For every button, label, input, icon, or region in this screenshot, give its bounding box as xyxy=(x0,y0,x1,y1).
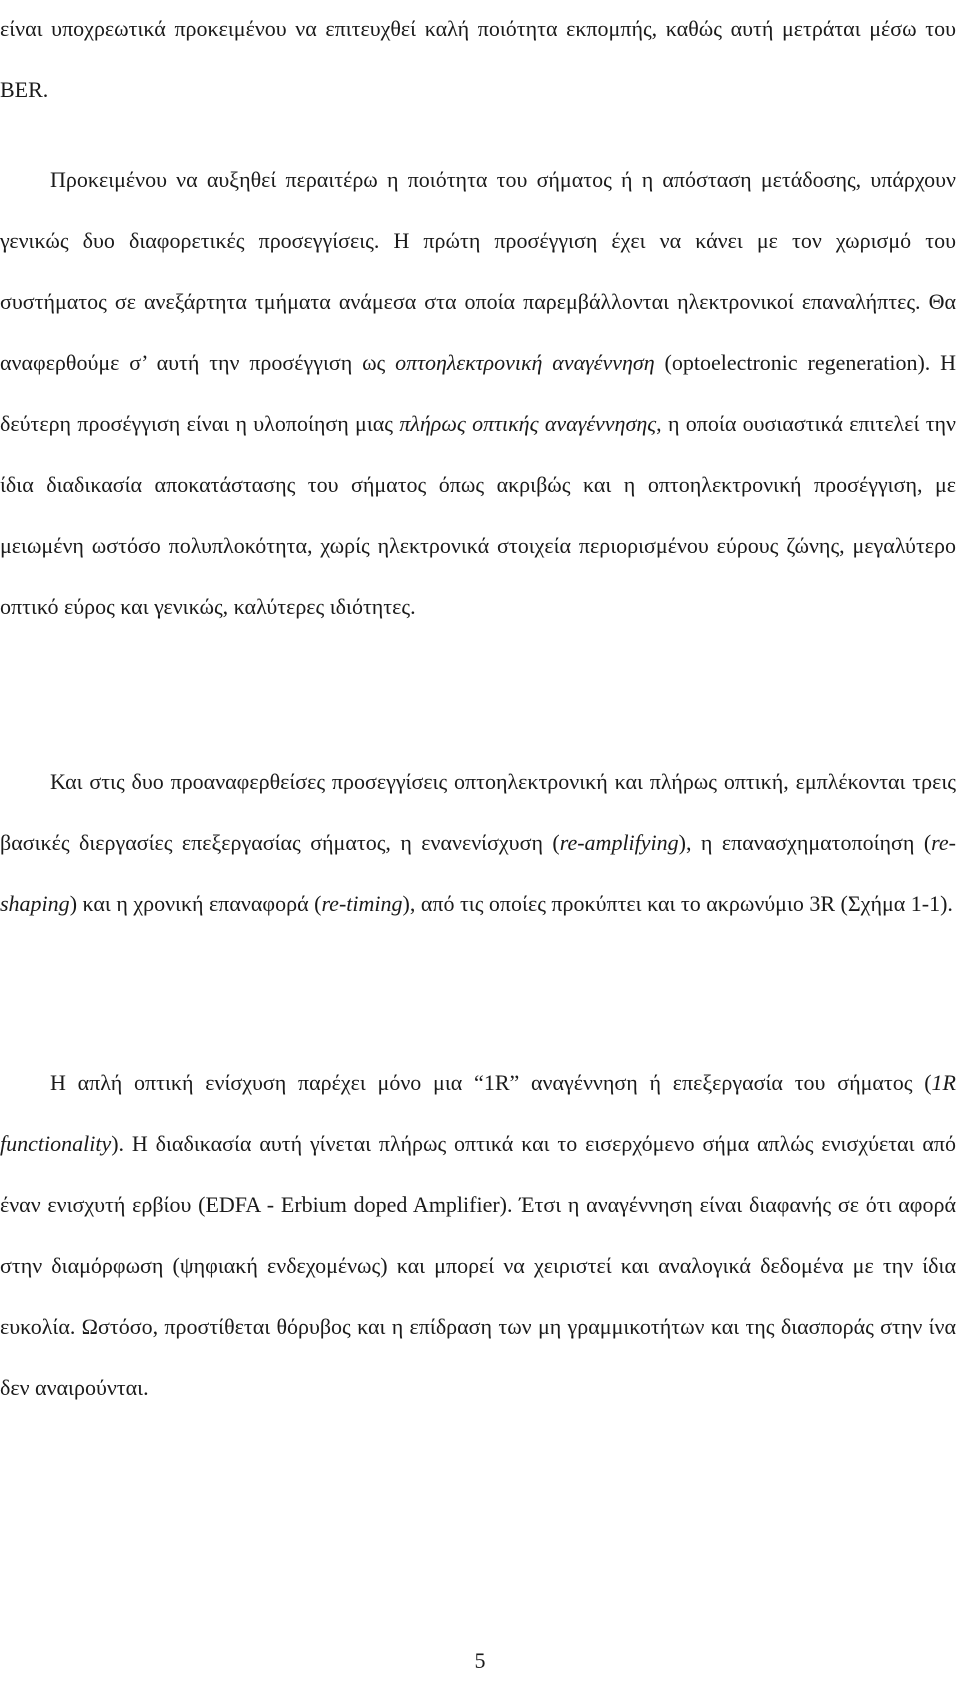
term-1r-functionality: 1R functionality xyxy=(0,1070,956,1156)
paragraph-1-text: είναι υποχρεωτικά προκειμένου να επιτευχθεί καλή ποιότητα εκπομπής, καθώς αυτή μετράται μέσω του BER. xyxy=(0,16,956,102)
paragraph-4-text-b: ). Η διαδικασία αυτή γίνεται πλήρως οπτικά και το εισερχόμενο σήμα απλώς ενισχύεται από έναν ενισχυτή ερβίου (EDFA - Erbium doped Amplifier). Έτσι η αναγέννηση είναι διαφανής σε ότι αφορά στην διαμόρφωση (ψηφιακή ενδεχομένως) και μπορεί να χειριστεί και αναλογικά δεδομένα με την ίδια ευκολία. Ωστόσο, προστίθεται θόρυβος και η επίδραση των μη γραμμικοτήτων και της διασποράς στην ίνα δεν αναιρούνται. xyxy=(0,1131,956,1400)
term-re-amplifying: re-amplifying xyxy=(559,830,679,855)
paragraph-3-text-d: ), από τις οποίες προκύπτει και το ακρωνύμιο 3R (Σχήμα 1-1). xyxy=(402,891,953,916)
paragraph-3-text-b: ), η επανασχηματοποίηση ( xyxy=(678,830,932,855)
paragraph-3r-processes xyxy=(0,751,956,934)
term-all-optical-regeneration: πλήρως οπτικής αναγέννησης xyxy=(399,411,657,436)
term-re-shaping: re-shaping xyxy=(0,830,956,916)
term-optoelectronic-regeneration: οπτοηλεκτρονική αναγέννηση xyxy=(395,350,655,375)
page-number: 5 xyxy=(474,1648,486,1673)
paragraph-1r-amplification xyxy=(0,1052,956,1418)
paragraph-4-text-a: Η απλή οπτική ενίσχυση παρέχει μόνο μια “1R” αναγέννηση ή επεξεργασία του σήματος ( xyxy=(50,1070,932,1095)
paragraph-3-text-c: ) και η χρονική επαναφορά ( xyxy=(69,891,322,916)
term-re-timing: re-timing xyxy=(321,891,403,916)
paragraph-2-text-a: Προκειμένου να αυξηθεί περαιτέρω η ποιότητα του σήματος ή η απόσταση μετάδοσης, υπάρχουν γενικώς δυο διαφορετικές προσεγγίσεις. Η πρώτη προσέγγιση έχει να κάνει με τον χωρισμό του συστήματος σε ανεξάρτητα τμήματα ανάμεσα στα οποία παρεμβάλλονται ηλεκτρονικοί επαναλήπτες. Θα αναφερθούμε σ’ αυτή την προσέγγιση ως xyxy=(0,167,956,375)
paragraph-regeneration-approaches xyxy=(0,149,956,637)
paragraph-2-text-b: (optoelectronic regeneration). Η δεύτερη προσέγγιση είναι η υλοποίηση μιας xyxy=(0,350,956,436)
paragraph-2-text-c: , η οποία ουσιαστικά επιτελεί την ίδια διαδικασία αποκατάστασης του σήματος όπως ακριβώς και η οπτοηλεκτρονική προσέγγιση, με μειωμένη ωστόσο πολυπλοκότητα, χωρίς ηλεκτρονικά στοιχεία περιορισμένου εύρους ζώνης, μεγαλύτερο οπτικό εύρος και γενικώς, καλύτερες ιδιότητες. xyxy=(0,411,956,619)
paragraph-continuation xyxy=(0,0,956,120)
paragraph-3-text-a: Και στις δυο προαναφερθείσες προσεγγίσεις οπτοηλεκτρονική και πλήρως οπτική, εμπλέκονται τρεις βασικές διεργασίες επεξεργασίας σήματος, η ενανενίσχυση ( xyxy=(0,769,956,855)
